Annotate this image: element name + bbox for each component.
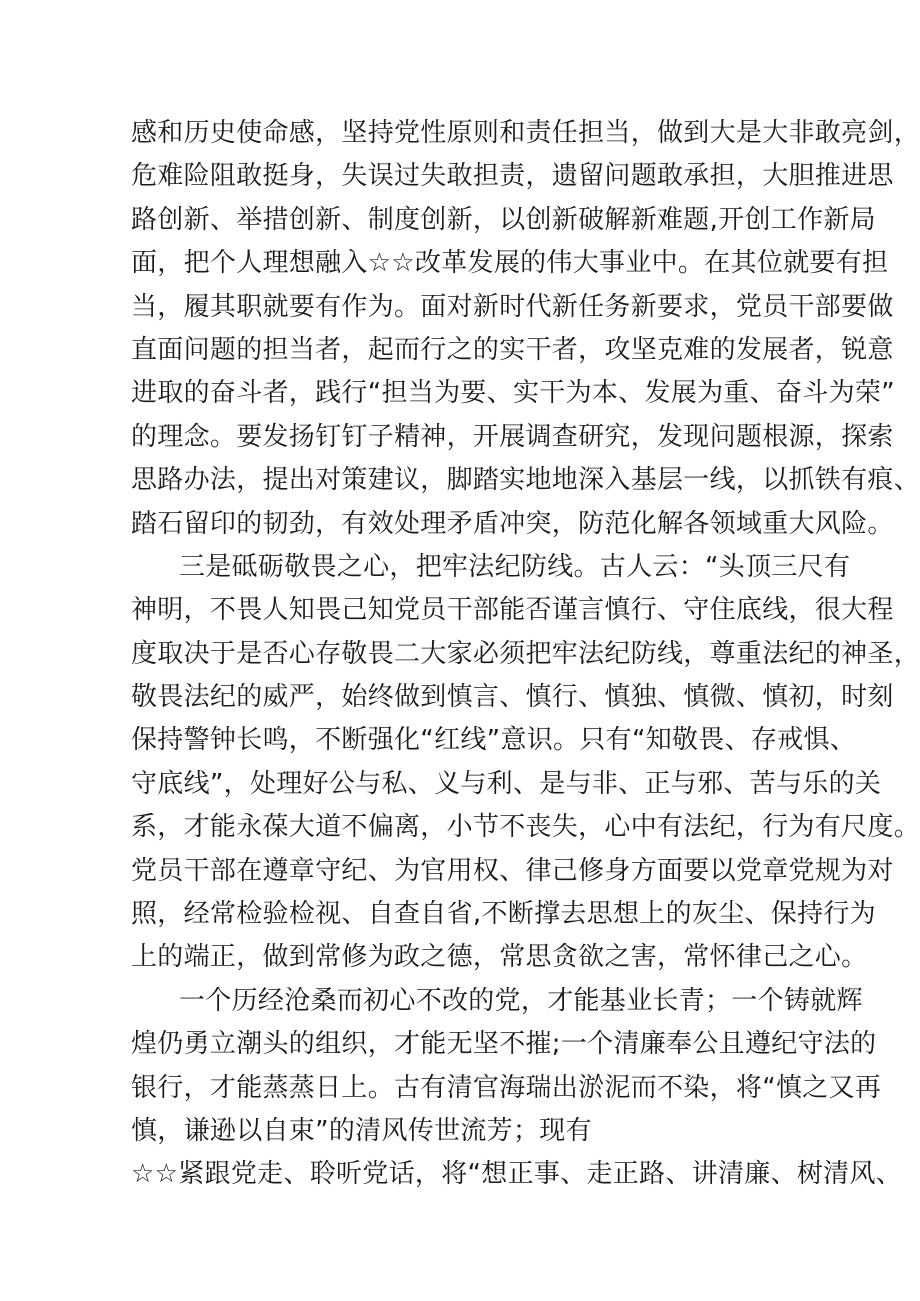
text-line: 感和历史使命感，坚持党性原则和责任担当，做到大是大非敢亮剑， [131, 118, 920, 148]
text-line: 上的端正，做到常修为政之德，常思贪欲之害，常怀律己之心。 [131, 942, 868, 973]
text-line: 的理念。要发扬钉钉子精神，开展调查研究，发现问题根源，探索 [131, 421, 894, 452]
text-line: ☆☆紧跟党走、聆听党话，将“想正事、走正路、讲清廉、树清风、 [131, 1159, 903, 1190]
text-line: 度取决于是否心存敬畏二大家必须把牢法纪防线，尊重法纪的神圣， [131, 638, 920, 669]
text-line: 守底线”，处理好公与私、义与利、是与非、正与邪、苦与乐的关 [131, 768, 882, 799]
text-line: 进取的奋斗者，践行“担当为要、实干为本、发展为重、奋斗为荣” [131, 378, 895, 409]
text-line: 面，把个人理想融入☆☆改革发展的伟大事业中。在其位就要有担 [131, 248, 889, 279]
text-line: 神明，不畏人知畏己知党员干部能否谨言慎行、守住底线，很大程 [131, 595, 894, 626]
text-line: 踏石留印的韧劲，有效处理矛盾冲突，防范化解各领域重大风险。 [131, 508, 894, 539]
text-line: 当，履其职就要有作为。面对新时代新任务新要求，党员干部要做 [131, 291, 894, 322]
text-line: 照，经常检验检视、自查自省,不断撑去思想上的灰尘、保持行为 [131, 899, 876, 930]
text-line: 煌仍勇立潮头的组织，才能无坚不摧;一个清廉奉公且遵纪守法的 [131, 1029, 877, 1060]
text-line: 敬畏法纪的威严，始终做到慎言、慎行、慎独、慎微、慎初，时刻 [131, 682, 894, 713]
text-line: 危难险阻敢挺身，失误过失敢担责，遗留问题敢承担，大胆推进思 [131, 161, 894, 192]
paragraph-start-line: 一个历经沧桑而初心不改的党，才能基业长青；一个铸就辉 [179, 985, 863, 1016]
paragraph-start-line: 三是砥砺敬畏之心，把牢法纪防线。古人云：“头顶三尺有 [179, 551, 851, 582]
text-line: 党员干部在遵章守纪、为官用权、律己修身方面要以党章党规为对 [131, 855, 894, 886]
text-line: 慎，谦逊以自束”的清风传世流芳；现有 [131, 1115, 592, 1146]
text-line: 直面问题的担当者，起而行之的实干者，攻坚克难的发展者，锐意 [131, 334, 894, 365]
text-line: 思路办法，提出对策建议，脚踏实地地深入基层一线，以抓铁有痕、 [131, 465, 920, 496]
text-line: 银行，才能蒸蒸日上。古有清官海瑞出淤泥而不染，将“慎之又再 [131, 1072, 882, 1103]
text-line: 系，才能永葆大道不偏离，小节不丧失，心中有法纪，行为有尺度。 [131, 812, 920, 843]
body-text [131, 112, 920, 1197]
text-line: 路创新、举措创新、制度创新，以创新破解新难题,开创工作新局 [131, 204, 876, 235]
text-line: 保持警钟长鸣，不断强化“红线”意识。只有“知敬畏、存戒惧、 [131, 725, 857, 756]
